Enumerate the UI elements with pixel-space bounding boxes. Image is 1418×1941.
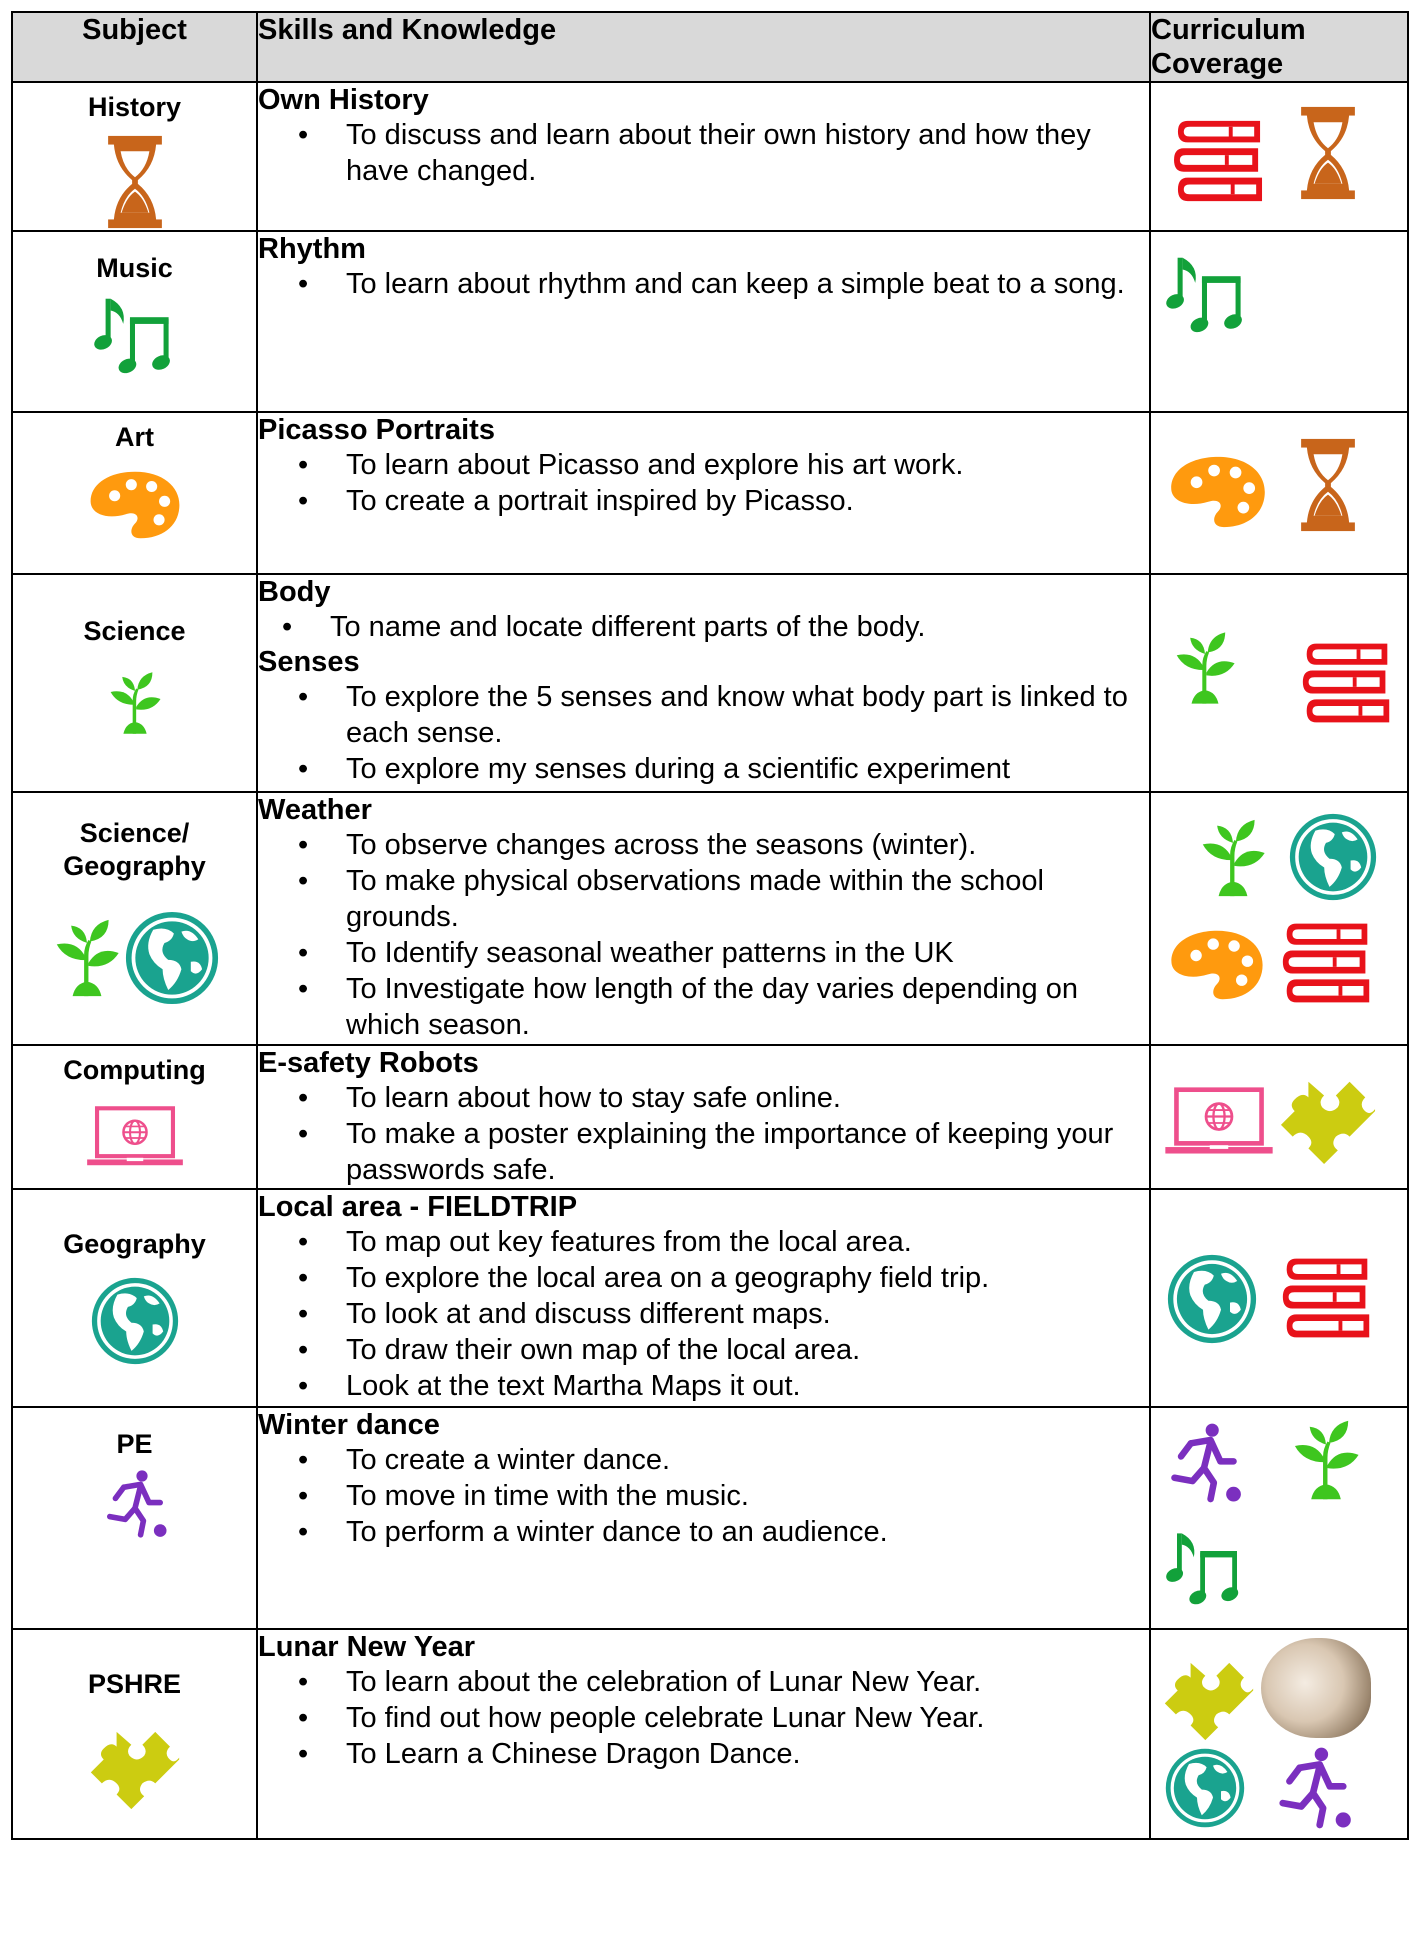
subject-name: Music (96, 253, 173, 283)
coverage-cell (1150, 792, 1408, 1045)
books-icon (1279, 1254, 1375, 1342)
subject-name: Geography (63, 1229, 206, 1259)
bullet-item: • To learn about Picasso and explore his art work. (346, 447, 1149, 483)
bullet-item: • To explore the 5 senses and know what body part is linked to each sense. (346, 679, 1149, 751)
header-skills: Skills and Knowledge (257, 12, 1150, 82)
bullet-list (258, 117, 1149, 189)
topic-title: Winter dance (258, 1409, 440, 1441)
bullet-item: • To discuss and learn about their own history and how they have changed. (346, 117, 1149, 189)
laptop-icon (1163, 1086, 1275, 1160)
bullet-list (258, 1442, 1149, 1550)
table-row (12, 792, 1408, 1045)
coverage-cell (1150, 412, 1408, 574)
books-icon (1279, 919, 1375, 1007)
topic-title: Weather (258, 794, 372, 826)
bullet-item: • To make physical observations made within the school grounds. (346, 863, 1149, 935)
bullet-item: • To learn about the celebration of Lunar New Year. (346, 1664, 1149, 1700)
subject-name: PSHRE (87, 1669, 182, 1699)
bullet-list (258, 1224, 1149, 1404)
bullet-item: • To Investigate how length of the day varies depending on which season. (346, 971, 1149, 1043)
bullet-item: • To name and locate different parts of the body. (330, 609, 1149, 645)
bullet-item: • To create a winter dance. (346, 1442, 1149, 1478)
curriculum-table (11, 11, 1409, 1840)
subject-cell (12, 792, 257, 1045)
topic-title: E-safety Robots (258, 1047, 479, 1079)
subject-name: Art (115, 422, 154, 452)
subject-cell (12, 1629, 257, 1839)
bullet-item: • To explore the local area on a geography field trip. (346, 1260, 1149, 1296)
subject-cell (12, 1045, 257, 1189)
globe-icon (91, 1277, 179, 1365)
subject-name: Science (83, 616, 186, 646)
plant-icon (51, 917, 123, 999)
subject-cell (12, 412, 257, 574)
topic-title: Rhythm (258, 233, 366, 265)
plant-icon (1289, 1418, 1363, 1502)
books-icon (1169, 117, 1269, 205)
header-subject: Subject (12, 12, 257, 82)
coverage-cell (1150, 231, 1408, 412)
bullet-item: • To find out how people celebrate Lunar New Year. (346, 1700, 1149, 1736)
bullet-item: • To explore my senses during a scientific experiment (346, 751, 1149, 787)
table-row (12, 1045, 1408, 1189)
coverage-cell (1150, 574, 1408, 792)
subject-name: Computing (63, 1055, 206, 1085)
plant-icon (1197, 817, 1269, 899)
bullet-item: • To look at and discuss different maps. (346, 1296, 1149, 1332)
table-row (12, 82, 1408, 231)
bullet-item: • To move in time with the music. (346, 1478, 1149, 1514)
subject-cell (12, 1407, 257, 1629)
plant-icon (1171, 631, 1239, 705)
skills-cell (257, 1045, 1150, 1189)
hourglass-icon (1299, 105, 1357, 201)
bullet-item: • To map out key features from the local area. (346, 1224, 1149, 1260)
bunny-photo (1261, 1638, 1371, 1738)
skills-cell (257, 412, 1150, 574)
topic-title: Body (258, 576, 331, 608)
bullet-item: • To observe changes across the seasons (winter). (346, 827, 1149, 863)
topic-title: Own History (258, 84, 429, 116)
header-row (12, 12, 1408, 82)
bullet-item: • To Learn a Chinese Dragon Dance. (346, 1736, 1149, 1772)
runner-icon (1163, 1422, 1245, 1504)
table-row (12, 1407, 1408, 1629)
coverage-cell (1150, 1629, 1408, 1839)
bullet-list (258, 266, 1149, 302)
runner-icon (100, 1469, 170, 1539)
bullet-item: • To make a poster explaining the importance of keeping your passwords safe. (346, 1116, 1149, 1188)
subject-cell (12, 1189, 257, 1407)
globe-icon (1289, 813, 1377, 901)
bullet-item: • To draw their own map of the local area. (346, 1332, 1149, 1368)
puzzle-icon (1279, 1068, 1377, 1166)
laptop-icon (85, 1105, 185, 1171)
bullet-item: • To learn about how to stay safe online. (346, 1080, 1149, 1116)
subject-name-line2: Geography (63, 851, 206, 881)
skills-cell (257, 792, 1150, 1045)
skills-cell (257, 574, 1150, 792)
bullet-item: • To learn about rhythm and can keep a simple beat to a song. (346, 266, 1149, 302)
bullet-item: • Look at the text Martha Maps it out. (346, 1368, 1149, 1404)
subject-name: History (87, 92, 182, 122)
bullet-list (258, 827, 1149, 1043)
globe-icon (125, 911, 219, 1005)
subject-cell (12, 82, 257, 231)
skills-cell (257, 1407, 1150, 1629)
table-row (12, 1629, 1408, 1839)
topic-title: Local area - FIELDTRIP (258, 1191, 578, 1223)
music-notes-icon (93, 289, 177, 379)
coverage-cell (1150, 1189, 1408, 1407)
subject-name: Science/ (79, 818, 190, 848)
bullet-list (258, 1664, 1149, 1772)
bullet-list (258, 679, 1149, 787)
topic-title: Picasso Portraits (258, 414, 495, 446)
palette-icon (1169, 453, 1267, 531)
coverage-cell (1150, 1407, 1408, 1629)
bullet-item: • To perform a winter dance to an audience. (346, 1514, 1149, 1550)
coverage-cell (1150, 1045, 1408, 1189)
puzzle-icon (89, 1719, 181, 1811)
palette-icon (87, 468, 183, 542)
bullet-list (258, 1080, 1149, 1188)
table-row (12, 574, 1408, 792)
skills-cell (257, 231, 1150, 412)
bullet-list (258, 447, 1149, 519)
skills-cell (257, 1629, 1150, 1839)
hourglass-icon (106, 134, 164, 230)
globe-icon (1165, 1748, 1245, 1828)
music-notes-icon (1165, 1522, 1245, 1612)
bullet-item: • To create a portrait inspired by Picasso. (346, 483, 1149, 519)
puzzle-icon (1163, 1650, 1255, 1742)
topic-title: Senses (258, 646, 360, 678)
runner-icon (1271, 1746, 1355, 1830)
palette-icon (1169, 927, 1265, 1003)
table-row (12, 1189, 1408, 1407)
books-icon (1299, 639, 1395, 727)
topic-title: Lunar New Year (258, 1631, 476, 1663)
globe-icon (1167, 1254, 1257, 1344)
subject-cell (12, 231, 257, 412)
music-notes-icon (1165, 248, 1249, 338)
bullet-list (258, 609, 1149, 645)
header-coverage: Curriculum Coverage (1150, 12, 1408, 82)
subject-name: PE (116, 1429, 153, 1459)
subject-cell (12, 574, 257, 792)
skills-cell (257, 1189, 1150, 1407)
bullet-item: • To Identify seasonal weather patterns in the UK (346, 935, 1149, 971)
table-row (12, 231, 1408, 412)
hourglass-icon (1299, 437, 1357, 533)
skills-cell (257, 82, 1150, 231)
plant-icon (106, 670, 164, 736)
coverage-cell (1150, 82, 1408, 231)
table-row (12, 412, 1408, 574)
